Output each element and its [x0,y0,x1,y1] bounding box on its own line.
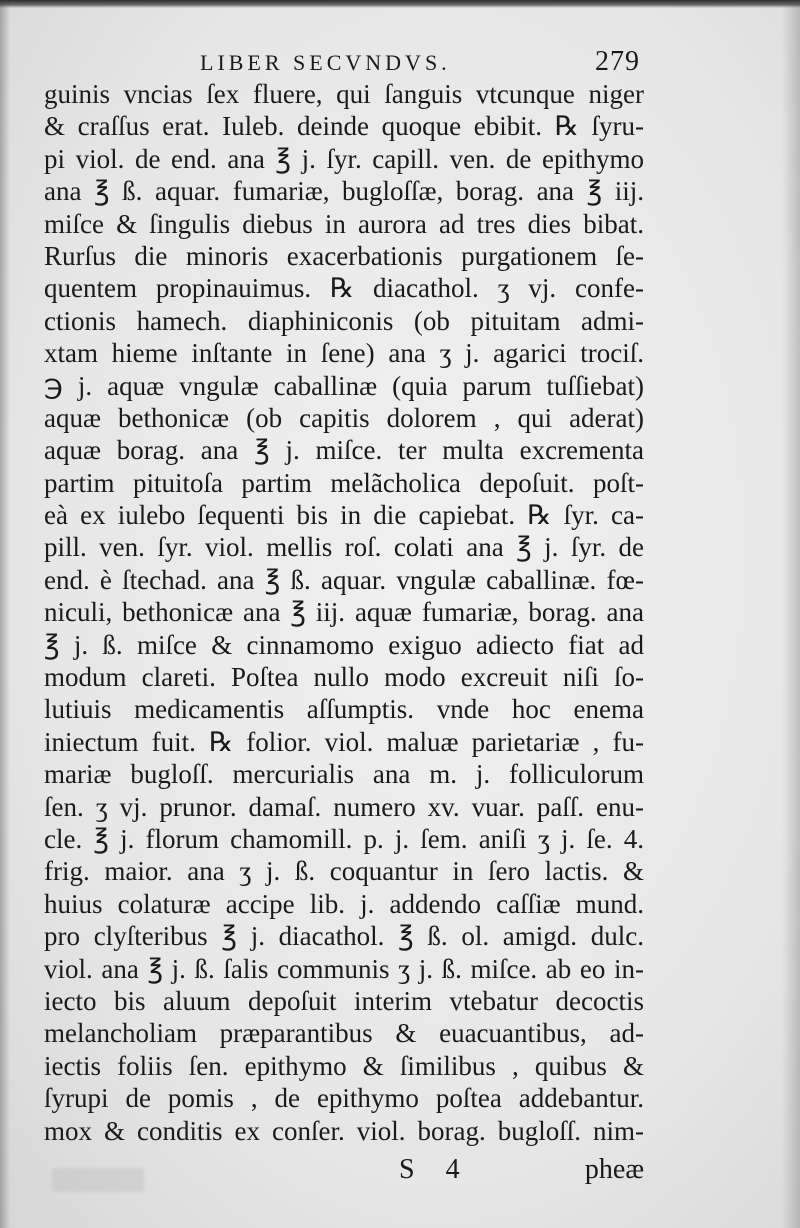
text-line: ℥ j. ß. miſce & cinnamomo exiguo adiecto fiat ad [44,629,644,660]
text-line: miſce & ſingulis diebus in aurora ad tres dies bibat. [44,208,644,239]
text-line: ana ℥ ß. aquar. fumariæ, bugloſſæ, borag. ana ℥ iij. [44,176,644,207]
text-line: xtam hieme inſtante in ſene) ana ʒ j. agarici trociſ. [44,338,644,369]
text-line: eà ex iulebo ſequenti bis in die capiebat. ℞ ſyr. ca- [44,500,644,531]
running-title: LIBER SECVNDVS. [200,50,451,75]
text-line: guinis vncias ſex fluere, qui ſanguis vtcunque niger [44,79,644,109]
text-line: ℈ j. aquæ vngulæ caballinæ (quia parum tuſſiebat) [44,370,644,401]
text-line: Rurſus die minoris exacerbationis purgationem ſe- [44,240,644,271]
page-footer [44,1150,644,1190]
text-line: niculi, bethonicæ ana ℥ iij. aquæ fumariæ, borag. ana [44,597,644,628]
page-number: 279 [595,46,640,77]
text-line: mox & conditis ex conſer. viol. borag. bugloſſ. nim- [44,1115,644,1146]
page-top-shadow [0,0,800,8]
page-left-shadow [0,0,10,1228]
text-line: modum clareti. Poſtea nullo modo excreuit niſi ſo- [44,662,644,693]
text-line: aquæ bethonicæ (ob capitis dolorem , qui aderat) [44,402,644,433]
text-line: ſen. ʒ vj. prunor. damaſ. numero xv. vuar. paſſ. enu- [44,791,644,822]
text-line: quentem propinauimus. ℞ diacathol. ʒ vj. confe- [44,273,644,304]
text-line: lutiuis medicamentis aſſumptis. vnde hoc enema [44,694,644,725]
text-line: iecto bis aluum depoſuit interim vtebatur decoctis [44,985,644,1016]
signature-mark: S 4 [399,1154,472,1185]
text-line: frig. maior. ana ʒ j. ß. coquantur in ſero lactis. & [44,856,644,887]
text-line: iniectum fuit. ℞ folior. viol. maluæ parietariæ , fu- [44,726,644,757]
text-line: ctionis hamech. diaphiniconis (ob pituitam admi- [44,305,644,336]
page-right-shadow [782,0,800,1228]
text-line: end. è ſtechad. ana ℥ ß. aquar. vngulæ caballinæ. fœ- [44,564,644,595]
text-line: & craſſus erat. Iuleb. deinde quoque ebibit. ℞ ſyru- [44,111,644,142]
text-line: aquæ borag. ana ℥ j. miſce. ter multa excrementa [44,435,644,466]
text-line: mariæ bugloſſ. mercurialis ana m. j. folliculorum [44,759,644,790]
text-line: pi viol. de end. ana ℥ j. ſyr. capill. ven. de epithymo [44,143,644,174]
text-line: pill. ven. ſyr. viol. mellis roſ. colati ana ℥ j. ſyr. de [44,532,644,563]
running-head [200,46,640,80]
text-line: iectis foliis ſen. epithymo & ſimilibus , quibus & [44,1050,644,1081]
text-line: ſyrupi de pomis , de epithymo poſtea addebantur. [44,1083,644,1114]
body-text [44,78,644,1147]
catchword: pheæ [584,1154,644,1185]
text-line: cle. ℥ j. florum chamomill. p. j. ſem. aniſi ʒ j. ſe. 4. [44,823,644,854]
text-line: melancholiam præparantibus & euacuantibus, ad- [44,1018,644,1049]
text-line: partim pituitoſa partim melãcholica depoſuit. poſt- [44,467,644,498]
text-line: viol. ana ℥ j. ß. ſalis communis ʒ j. ß. miſce. ab eo in- [44,953,644,984]
text-line: pro clyſteribus ℥ j. diacathol. ℥ ß. ol. amigd. dulc. [44,921,644,952]
text-line: huius colaturæ accipe lib. j. addendo caſſiæ mund. [44,888,644,919]
